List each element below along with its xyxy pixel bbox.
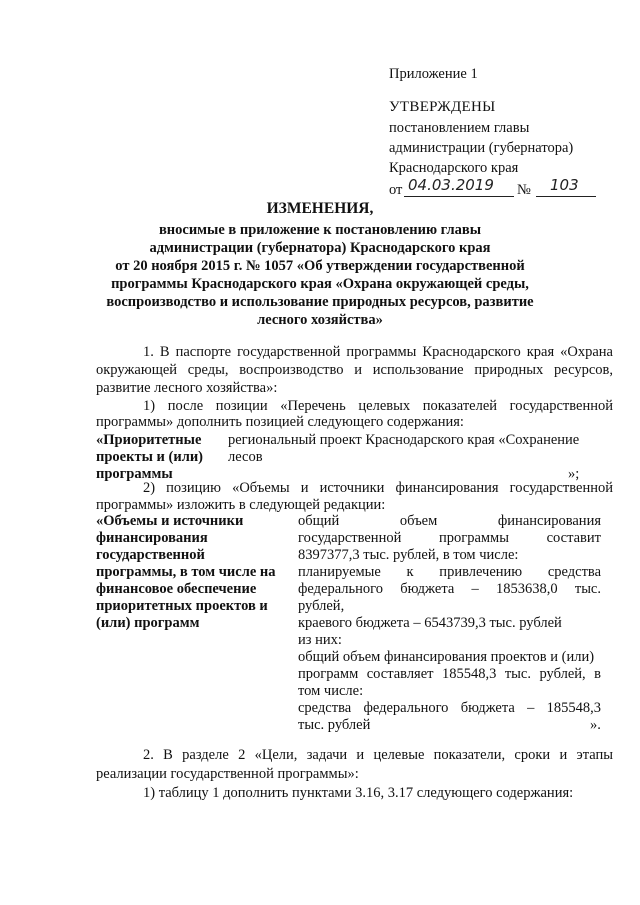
title-line-6: лесного хозяйства» [257, 312, 383, 328]
table2-right-line-9: общий объем финансирования проектов и (или) [298, 649, 595, 665]
s1-item1-line-2: программы» дополнить позицией следующего содержания: [96, 414, 464, 430]
document-heading: ИЗМЕНЕНИЯ, [266, 200, 374, 217]
s1-item2-line-1: 2) позицию «Объемы и источники финансирования государственной [143, 480, 613, 496]
table1-left-line-1: «Приоритетные [96, 432, 202, 448]
table2-left-line-5: финансовое обеспечение [96, 581, 257, 597]
handwritten-date: 04.03.2019 [408, 176, 494, 194]
table2-left-line-3: государственной [96, 547, 205, 563]
approval-line-1: постановлением главы [389, 120, 530, 136]
table2-right-line-10: программ составляет 185548,3 тыс. рублей, в [298, 666, 601, 682]
table2-right-line-5: федерального бюджета – 1853638,0 тыс. [298, 581, 601, 597]
appendix-label: Приложение 1 [389, 66, 478, 82]
table2-left-line-7: (или) программ [96, 615, 200, 631]
s2-line-1: 2. В разделе 2 «Цели, задачи и целевые показатели, сроки и этапы [143, 747, 613, 763]
s1-item1-line-1: 1) после позиции «Перечень целевых показателей государственной [143, 398, 613, 414]
handwritten-number: 103 [550, 176, 579, 194]
table2-close-quote: ». [590, 717, 601, 733]
table2-right-line-11: том числе: [298, 683, 364, 699]
table2-right-line-4: планируемые к привлечению средства [298, 564, 601, 580]
table2-right-line-3: 8397377,3 тыс. рублей, в том числе: [298, 547, 519, 563]
number-underline [536, 196, 596, 197]
table2-right-line-8: из них: [298, 632, 342, 648]
approved-label: УТВЕРЖДЕНЫ [389, 99, 496, 115]
table2-right-line-12: средства федерального бюджета – 185548,3 [298, 700, 601, 716]
table1-right-line-1: региональный проект Краснодарского края «Сохранение [228, 432, 580, 448]
s2-line-2: реализации государственной программы»: [96, 766, 359, 782]
s1-p1-line-2: окружающей среды, воспроизводство и использование природных ресурсов, [96, 362, 613, 378]
date-prefix: от [389, 182, 403, 198]
approval-line-2: администрации (губернатора) [389, 140, 574, 156]
number-sign: № [517, 182, 531, 198]
table2-left-line-2: финансирования [96, 530, 208, 546]
title-line-1: вносимые в приложение к постановлению главы [158, 222, 482, 238]
s2-item1: 1) таблицу 1 дополнить пунктами 3.16, 3.17 следующего содержания: [143, 785, 574, 801]
table1-left-line-2: проекты и (или) [96, 449, 204, 465]
date-underline [404, 196, 514, 197]
table2-right-line-7: краевого бюджета – 6543739,3 тыс. рублей [298, 615, 562, 631]
table1-right-line-2: лесов [228, 449, 263, 465]
s1-p1-line-3: развитие лесного хозяйства»: [96, 380, 278, 396]
table2-left-line-1: «Объемы и источники [96, 513, 244, 529]
title-line-2: администрации (губернатора) Краснодарского края [149, 240, 491, 256]
table2-left-line-4: программы, в том числе на [96, 564, 276, 580]
title-line-3: от 20 ноября 2015 г. № 1057 «Об утверждении государственной [115, 258, 525, 274]
table1-left-line-3: программы [96, 466, 173, 482]
s1-item2-line-2: программы» изложить в следующей редакции: [96, 497, 386, 513]
s1-p1-line-1: 1. В паспорте государственной программы Краснодарского края «Охрана [143, 344, 613, 360]
table2-right-line-13: тыс. рублей [298, 717, 371, 733]
table2-right-line-6: рублей, [298, 598, 345, 614]
table1-close-quote: »; [568, 466, 580, 482]
approval-line-3: Краснодарского края [389, 160, 519, 176]
title-line-4: программы Краснодарского края «Охрана окружающей среды, [111, 276, 529, 292]
table2-right-line-2: государственной программы составит [298, 530, 601, 546]
table2-left-line-6: приоритетных проектов и [96, 598, 268, 614]
title-line-5: воспроизводство и использование природных ресурсов, развитие [106, 294, 534, 310]
table2-right-line-1: общий объем финансирования [298, 513, 601, 529]
